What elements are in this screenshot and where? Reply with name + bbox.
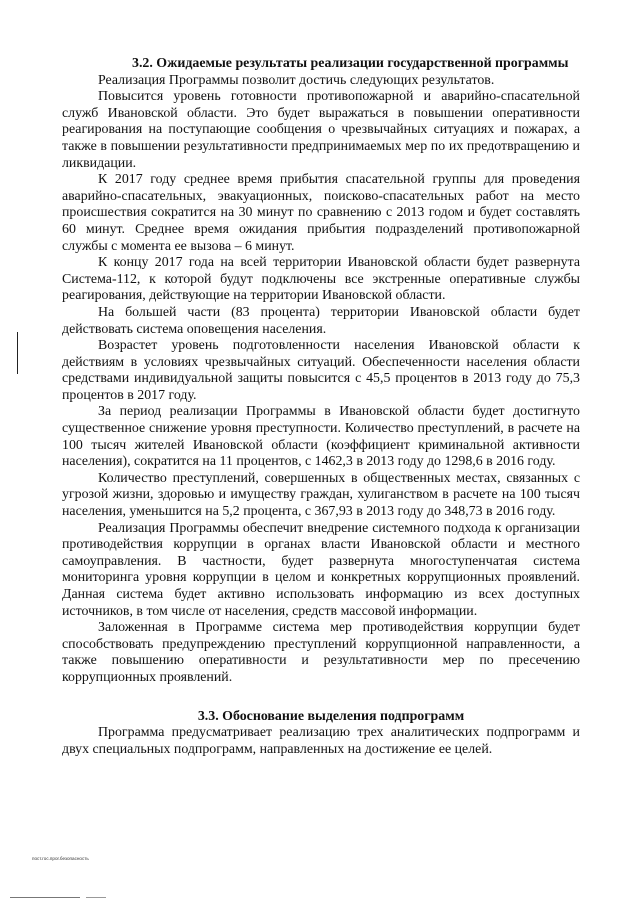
paragraph: Возрастет уровень подготовленности населения Ивановской области к действиям в условиях чрезвычайных ситуаций. Обеспеченности населения области средствами индивидуальной защиты повысится с 45,5 процентов в 2013 году до 75,3 процентов в 2017 году. bbox=[62, 338, 580, 403]
paragraph: Реализация Программы обеспечит внедрение системного подхода к организации противодействия коррупции в органах власти Ивановской области и местного самоуправления. В частности, будет развернута многоступенчатая система мониторинга уровня коррупции в целом и конкретных коррупционных проявлений. Данная система будет активно использовать информацию из всех доступных источников, в том числе от населения, средств массовой информации. bbox=[62, 520, 580, 619]
paragraph: Реализация Программы позволит достичь следующих результатов. bbox=[98, 72, 495, 88]
paragraph: Заложенная в Программе система мер противодействия коррупции будет способствовать предупреждению преступлений коррупционной направленности, а также повышению оперативности и результативности мер по пресечению коррупционных проявлений. bbox=[62, 620, 580, 685]
paragraph: За период реализации Программы в Ивановской области будет достигнуто существенное снижение уровня преступности. Количество преступлений, в расчете на 100 тысяч жителей Ивановской области (коэффициент криминальной активности населения), сократится на 11 процентов, с 1462,3 в 2013 году до 1298,6 в 2016 году. bbox=[62, 404, 580, 470]
paragraph: Программа предусматривает реализацию трех аналитических подпрограмм и двух специальных подпрограмм, направленных на достижение ее целей. bbox=[62, 725, 580, 757]
paragraph: Количество преступлений, совершенных в общественных местах, связанных с угрозой жизни, здоровью и имуществу граждан, хулиганством в расчете на 100 тысяч населения, уменьшится на 5,2 процента, с 367,93 в 2013 году до 348,73 в 2016 году. bbox=[62, 470, 580, 520]
paragraph: Повысится уровень готовности противопожарной и аварийно-спасательной служб Ивановской области. Это будет выражаться в повышении оперативности реагирования на поступающие сообщения о чрезвычайных ситуациях и пожарах, а также в повышении результативности предпринимаемых мер по их предотвращению и ликвидации. bbox=[62, 89, 580, 171]
scan-artifact-line bbox=[10, 897, 80, 898]
footer-file-path: пост.гос.прог.безопасность bbox=[32, 856, 89, 861]
paragraph: К 2017 году среднее время прибытия спасательной группы для проведения аварийно-спасательных, эвакуационных, поисково-спасательных работ на место происшествия сократится на 30 минут по сравнению с 2013 годом и будет составлять 60 минут. Среднее время ожидания прибытия подразделений противопожарной службы с момента ее вызова – 6 минут. bbox=[62, 172, 580, 254]
section-heading-3-2: 3.2. Ожидаемые результаты реализации государственной программы bbox=[132, 56, 569, 71]
margin-mark bbox=[17, 332, 18, 374]
paragraph: К концу 2017 года на всей территории Ивановской области будет развернута Система-112, к которой будут подключены все экстренные оперативные службы реагирования, действующие на территории Ивановской области. bbox=[62, 255, 580, 304]
section-heading-3-3: 3.3. Обоснование выделения подпрограмм bbox=[197, 708, 465, 724]
document-body bbox=[62, 56, 580, 758]
scan-artifact-line bbox=[86, 897, 106, 898]
paragraph: На большей части (83 процента) территории Ивановской области будет действовать система оповещения населения. bbox=[62, 304, 580, 337]
